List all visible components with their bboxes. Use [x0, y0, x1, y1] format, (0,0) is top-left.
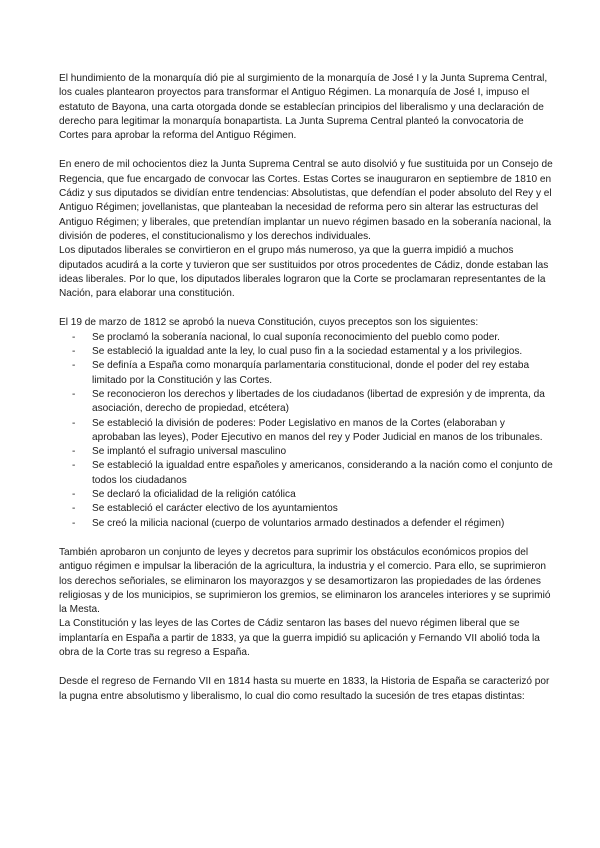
list-item: [59, 502, 553, 516]
paragraph-gap: [59, 301, 553, 316]
paragraph-diputados-liberales: Los diputados liberales se convirtieron en el grupo más numeroso, ya que la guerra impidió a muchos diputados acudirá a la corte y tuvieron que ser sustituidos por otros procedentes de Cádiz, donde estaban las ideas liberales. Por lo que, los diputados liberales lograron que la Corte se proclamaran representantes de la Nación, para elaborar una constitución.: [59, 245, 549, 300]
bullet-dash: -: [72, 446, 76, 458]
list-item-text: Se estableció la división de poderes: Poder Legislativo en manos de la Cortes (elaboraban y aprobaban las leyes), Poder Ejecutivo en manos del rey y Poder Judicial en manos de los tribunales.: [92, 417, 543, 443]
paragraph-leyes-decretos: También aprobaron un conjunto de leyes y decretos para suprimir los obstáculos económicos propios del antiguo régimen e impulsar la liberación de la agricultura, la industria y el comercio. Para ello, se suprimieron los derechos señoriales, se eliminaron los mayorazgos y se desamortizaron las propiedades de las órdenes religiosas y de los municipios, se suprimieron los gremios, se eliminaron los aranceles interiores y se suprimió la Mesta.: [59, 546, 551, 616]
bullet-dash: -: [72, 360, 76, 372]
paragraph-junta-disolucion: En enero de mil ochocientos diez la Junta Suprema Central se auto disolvió y fue sustituida por un Consejo de Regencia, que fue encargado de convocar las Cortes. Estas Cortes se inauguraron en septiembre de 1810 en Cádiz y sus diputados se dividían entre tendencias: Absolutistas, que defendían el poder absoluto del Rey y el Antiguo Régimen; jovellanistas, que planteaban la necesidad de reforma pero sin alterar las estructuras del Antiguo Régimen; y liberales, que pretendían implantar un nuevo régimen basado en la soberanía nacional, la división de poderes, el constitucionalismo y los derechos individuales.: [59, 159, 553, 242]
list-item: [59, 488, 553, 502]
list-item: [59, 445, 553, 459]
paragraph-fernando-vii: Desde el regreso de Fernando VII en 1814 hasta su muerte en 1833, la Historia de España se caracterizó por la pugna entre absolutismo y liberalismo, lo cual dio como resultado la sucesión de tres etapas distintas:: [59, 676, 550, 702]
list-item: [59, 359, 553, 388]
bullet-dash: -: [72, 489, 76, 501]
list-item-text: Se reconocieron los derechos y libertades de los ciudadanos (libertad de expresión y de imprenta, da asociación, derecho de propiedad, etcétera): [92, 388, 545, 415]
list-item-text: Se definía a España como monarquía parlamentaria constitucional, donde el poder del rey estaba limitado por la Constitución y las Cortes.: [92, 360, 530, 386]
list-item-text: Se declaró la oficialidad de la religión católica: [92, 489, 296, 501]
list-item-text: Se estableció la igualdad entre españoles y americanos, considerando a la nación como el conjunto de todos los ciudadanos: [92, 460, 553, 486]
preceptos-list: [59, 331, 553, 531]
bullet-dash: -: [72, 517, 76, 529]
bullet-dash: -: [72, 503, 76, 515]
document-page: [59, 72, 553, 704]
list-item: [59, 331, 553, 345]
list-item-text: Se proclamó la soberanía nacional, lo cual suponía reconocimiento del pueblo como poder.: [92, 331, 500, 343]
list-item-text: Se estableció el carácter electivo de los ayuntamientos: [92, 503, 338, 515]
list-item: [59, 417, 553, 446]
bullet-dash: -: [72, 417, 76, 429]
bullet-dash: -: [72, 346, 76, 358]
list-item-text: Se implantó el sufragio universal masculino: [92, 446, 287, 458]
paragraph-gap: [59, 143, 553, 158]
list-item: [59, 345, 553, 359]
paragraph-gap: [59, 531, 553, 546]
list-item: [59, 388, 553, 417]
bullet-dash: -: [72, 460, 76, 472]
paragraph-cortes-cadiz: La Constitución y las leyes de las Cortes de Cádiz sentaron las bases del nuevo régimen liberal que se implantaría en España a partir de 1833, ya que la guerra impidió su aplicación y Fernando VII abolió toda la obra de la Corte tras su regreso a España.: [59, 618, 540, 658]
paragraph-gap: [59, 660, 553, 675]
list-item-text: Se estableció la igualdad ante la ley, lo cual puso fin a la sociedad estamental y a los privilegios.: [92, 346, 523, 358]
list-item: [59, 517, 553, 531]
list-item-text: Se creó la milicia nacional (cuerpo de voluntarios armado destinados a defender el régimen): [92, 517, 505, 529]
list-item: [59, 459, 553, 488]
paragraph-constitucion-1812: El 19 de marzo de 1812 se aprobó la nueva Constitución, cuyos preceptos son los siguientes:: [59, 317, 479, 329]
bullet-dash: -: [72, 331, 76, 343]
paragraph-monarquia-jose-i: El hundimiento de la monarquía dió pie al surgimiento de la monarquía de José I y la Junta Suprema Central, los cuales plantearon proyectos para transformar el Antiguo Régimen. La monarquía de José I, impuso el estatuto de Bayona, una carta otorgada donde se establecían principios del liberalismo y una declaración de derecho para legitimar la monarquía bonapartista. La Junta Suprema Central planteó la convocatoria de Cortes para aprobar la reforma del Antiguo Régimen.: [59, 73, 548, 142]
bullet-dash: -: [72, 388, 76, 400]
